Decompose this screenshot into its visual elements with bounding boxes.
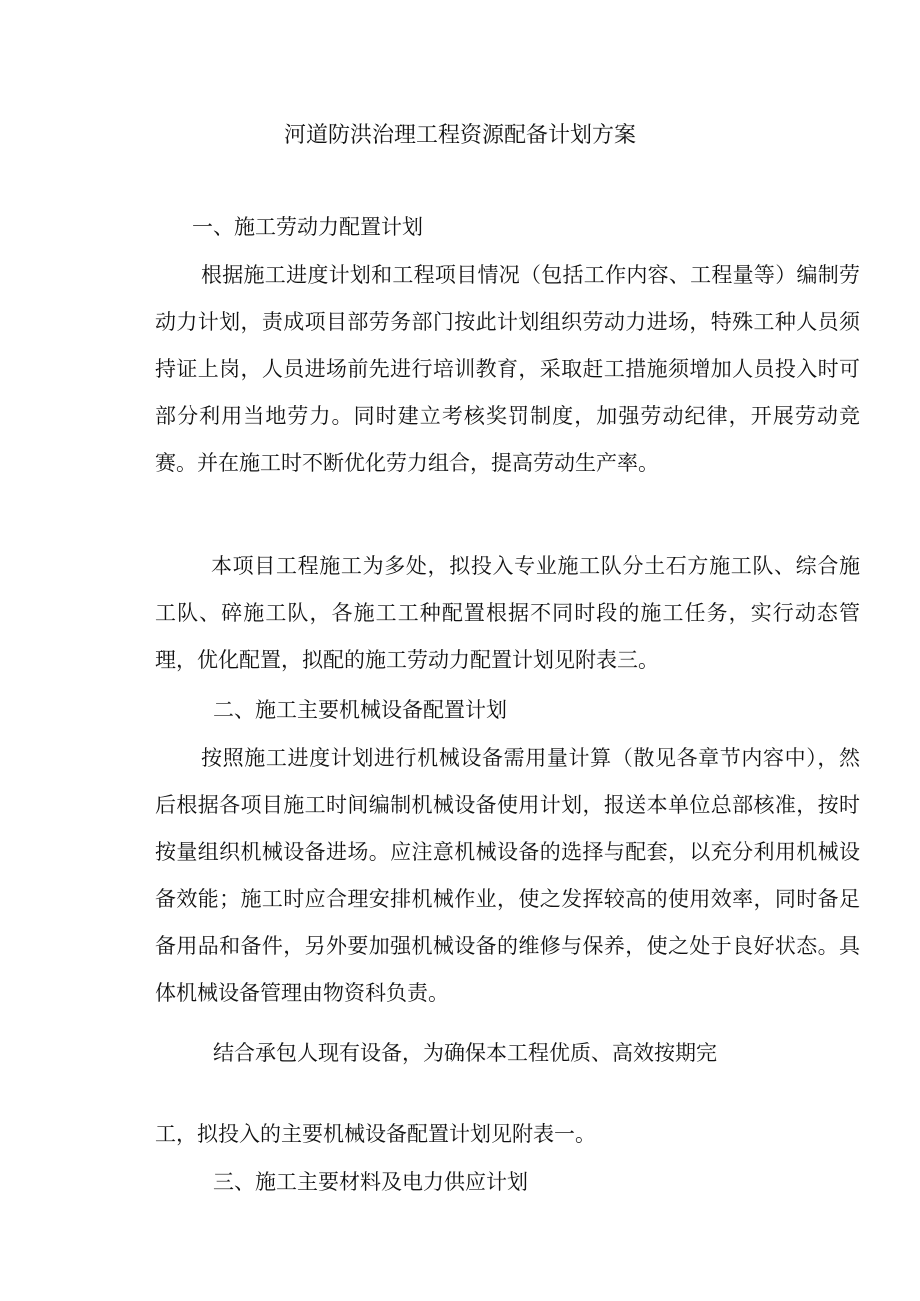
paragraph-machinery-equipment-line2: 工，拟投入的主要机械设备配置计划见附表一。 xyxy=(155,1122,596,1146)
paragraph-labor-teams: 本项目工程施工为多处，拟投入专业施工队分土石方施工队、综合施工队、碎施工队，各施工工种配置根据不同时段的施工任务，实行动态管理，优化配置，拟配的施工劳动力配置计划见附表三。 xyxy=(155,554,860,672)
paragraph-machinery-equipment-line1: 结合承包人现有设备，为确保本工程优质、高效按期完 xyxy=(213,1041,717,1065)
document-title: 河道防洪治理工程资源配备计划方案 xyxy=(283,123,636,148)
section-heading-materials: 三、施工主要材料及电力供应计划 xyxy=(213,1170,528,1194)
paragraph-labor-plan: 根据施工进度计划和工程项目情况（包括工作内容、工程量等）编制劳动力计划，责成项目部劳务部门按此计划组织劳动力进场，特殊工种人员须持证上岗，人员进场前先进行培训教育，采取赶工措施须增加人员投入时可部分利用当地劳力。同时建立考核奖罚制度，加强劳动纪律，开展劳动竞赛。并在施工时不断优化劳力组合，提高劳动生产率。 xyxy=(155,263,860,475)
section-heading-machinery: 二、施工主要机械设备配置计划 xyxy=(213,698,507,722)
section-heading-labor: 一、施工劳动力配置计划 xyxy=(192,215,423,239)
paragraph-machinery-plan: 按照施工进度计划进行机械设备需用量计算（散见各章节内容中），然后根据各项目施工时间编制机械设备使用计划，报送本单位总部核准，按时按量组织机械设备进场。应注意机械设备的选择与配套，以充分利用机械设备效能；施工时应合理安排机械作业，使之发挥较高的使用效率，同时备足备用品和备件，另外要加强机械设备的维修与保养，使之处于良好状态。具体机械设备管理由物资科负责。 xyxy=(155,746,860,1005)
